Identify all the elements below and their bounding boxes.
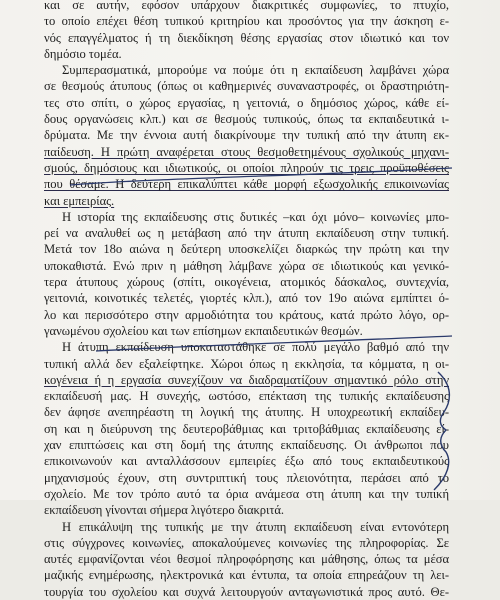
text-line: Μετά τον 18ο αιώνα η δεύτερη υποσκελίζει διαρκώς την πρώτη και την [44,242,449,257]
text-line: νός επαγγέλματος ή τη διεκδίκηση θέσης εργασίας στον ιδιωτικό και τον [44,30,449,45]
text-line: δους οργανώσεις κλπ.) και σε θεσμούς τυπικούς, όπως τα εκπαιδευτικά ι- [44,112,449,127]
text-line: Η άτυπη εκπαίδευση υποκαταστάθηκε σε πολύ μεγάλο βαθμό από την [62,340,449,355]
text-line: τες στο σπίτι, ο χώρος εργασίας, η γειτονιά, ο δημόσιος χώρος, κάθε εί- [44,95,449,110]
text-line: Συμπερασματικά, μπορούμε να πούμε ότι η εκπαίδευση λαμβάνει χώρα [62,63,449,78]
text-line: γειτονιά, κοινοτικές τελετές, γιορτές κλπ.), από τον 19ο αιώνα εμπίπτει ό- [44,291,449,306]
text-line: το οποίο επέχει θέση τυπικού κριτηρίου και προσόντος για την άσκηση ε- [44,14,449,29]
text-line: χαν επιπτώσεις και στη δομή της άτυπης εκπαίδευσης. Οι άνθρωποι που [44,438,449,453]
body-text [44,0,449,600]
text-line: υποκαθιστά. Ενώ πριν η μάθηση λάμβανε χώρα σε ιδιωτικούς και γενικό- [44,258,449,273]
paragraph-3 [44,209,449,339]
text-line: τουργία του σχολείου και συχνά λειτουργούν ανταγωνιστικά προς αυτό. Θε- [44,584,449,599]
text-line: σχολείο. Με τον τρόπο αυτό τα όρια ανάμεσα στη άτυπη και την τυπική [44,486,449,501]
text-line: ση και η διεύρυνση της δευτεροβάθμιας και τριτοβάθμιας εκπαίδευσης εί- [44,421,449,436]
text-line: γανωμένου σχολείου και των επίσημων εκπαιδευτικών θεσμών. [44,323,363,338]
text-line: ρεί να αναλυθεί ως η μετάβαση από την άτυπη εκπαίδευση στην τυπική. [44,226,449,241]
text-line: δεν άφησε ανεπηρέαστη τη λογική της άτυπης. Η υποχρεωτική εκπαίδευ- [44,405,449,420]
text-line: επικοινωνούν και ανταλλάσσουν εμπειρίες έξω από τους εκπαιδευτικούς [44,454,449,469]
underlined-line: κογένεια ή η εργασία συνεχίζουν να διαδραματίζουν σημαντικό ρόλο στην [44,372,449,387]
text-line: εκπαίδευσή μας. Η συνεχής, ωστόσο, επέκταση της τυπικής εκπαίδευσης [44,389,449,404]
text-line: τερα άτυπους χώρους (σπίτι, οικογένεια, ατομικός δάσκαλος, συντεχνία, [44,275,449,290]
text-line: αυτές εμφανίζονται νέοι θεσμοί πληροφόρησης και μάθησης, όπως τα μέσα [44,552,449,567]
text-line: και σε αυτήν, εφόσον υπάρχουν διακριτικές συμφωνίες, το πτυχίο, [44,0,449,12]
text-line: σε θεσμούς άτυπους (όπως οι καθημερινές συναναστροφές, οι δραστηριότη- [44,79,449,94]
text-line: λο και περισσότερο στην αρμοδιότητα του κράτους, κατά πρώτο λόγο, ορ- [44,307,449,322]
underlined-line: σμούς, δημόσιους και ιδιωτικούς, οι οποίοι πληρούν τις τρεις προϋποθέσεις [44,160,449,175]
text-line: μηχανισμούς έχουν, στη συντριπτική τους πλειονότητα, περάσει από το [44,470,449,485]
text-line: Η ιστορία της εκπαίδευσης στις δυτικές –και όχι μόνο– κοινωνίες μπο- [62,209,449,224]
underlined-line: παίδευση. Η πρώτη αναφέρεται στους θεσμοθετημένους σχολικούς μηχανι- [44,144,449,159]
underlined-line: και εμπειρίας. [44,193,115,208]
paragraph-4 [44,339,449,518]
text-line: τυπική αλλά δεν εξαλείφτηκε. Χώροι όπως η εκκλησία, τα κόμματα, η οι- [44,356,449,371]
underlined-line: που θέσαμε. Η δεύτερη επικαλύπτει κάθε μορφή εξωσχολικής επικοινωνίας [44,177,449,192]
text-line: δημόσιο τομέα. [44,46,122,61]
text-line: δρύματα. Με την έννοια αυτή διακρίνουμε την τυπική από την άτυπη εκ- [44,128,449,143]
text-line: στις σύγχρονες κοινωνίες, αποκαλούμενες κοινωνίες της πληροφορίας. Σε [44,535,449,550]
text-line: Η επικάλυψη της τυπικής με την άτυπη εκπαίδευση είναι εντονότερη [62,519,449,534]
paragraph-2 [44,62,449,209]
text-line: εκπαίδευση γίνονται σήμερα λιγότερο διακριτά. [44,503,285,518]
paragraph-1 [44,0,449,62]
text-line: μαζικής ενημέρωσης, ηλεκτρονικά και έντυπα, τα οποία επηρεάζουν τη λει- [44,568,449,583]
paragraph-5 [44,519,449,600]
